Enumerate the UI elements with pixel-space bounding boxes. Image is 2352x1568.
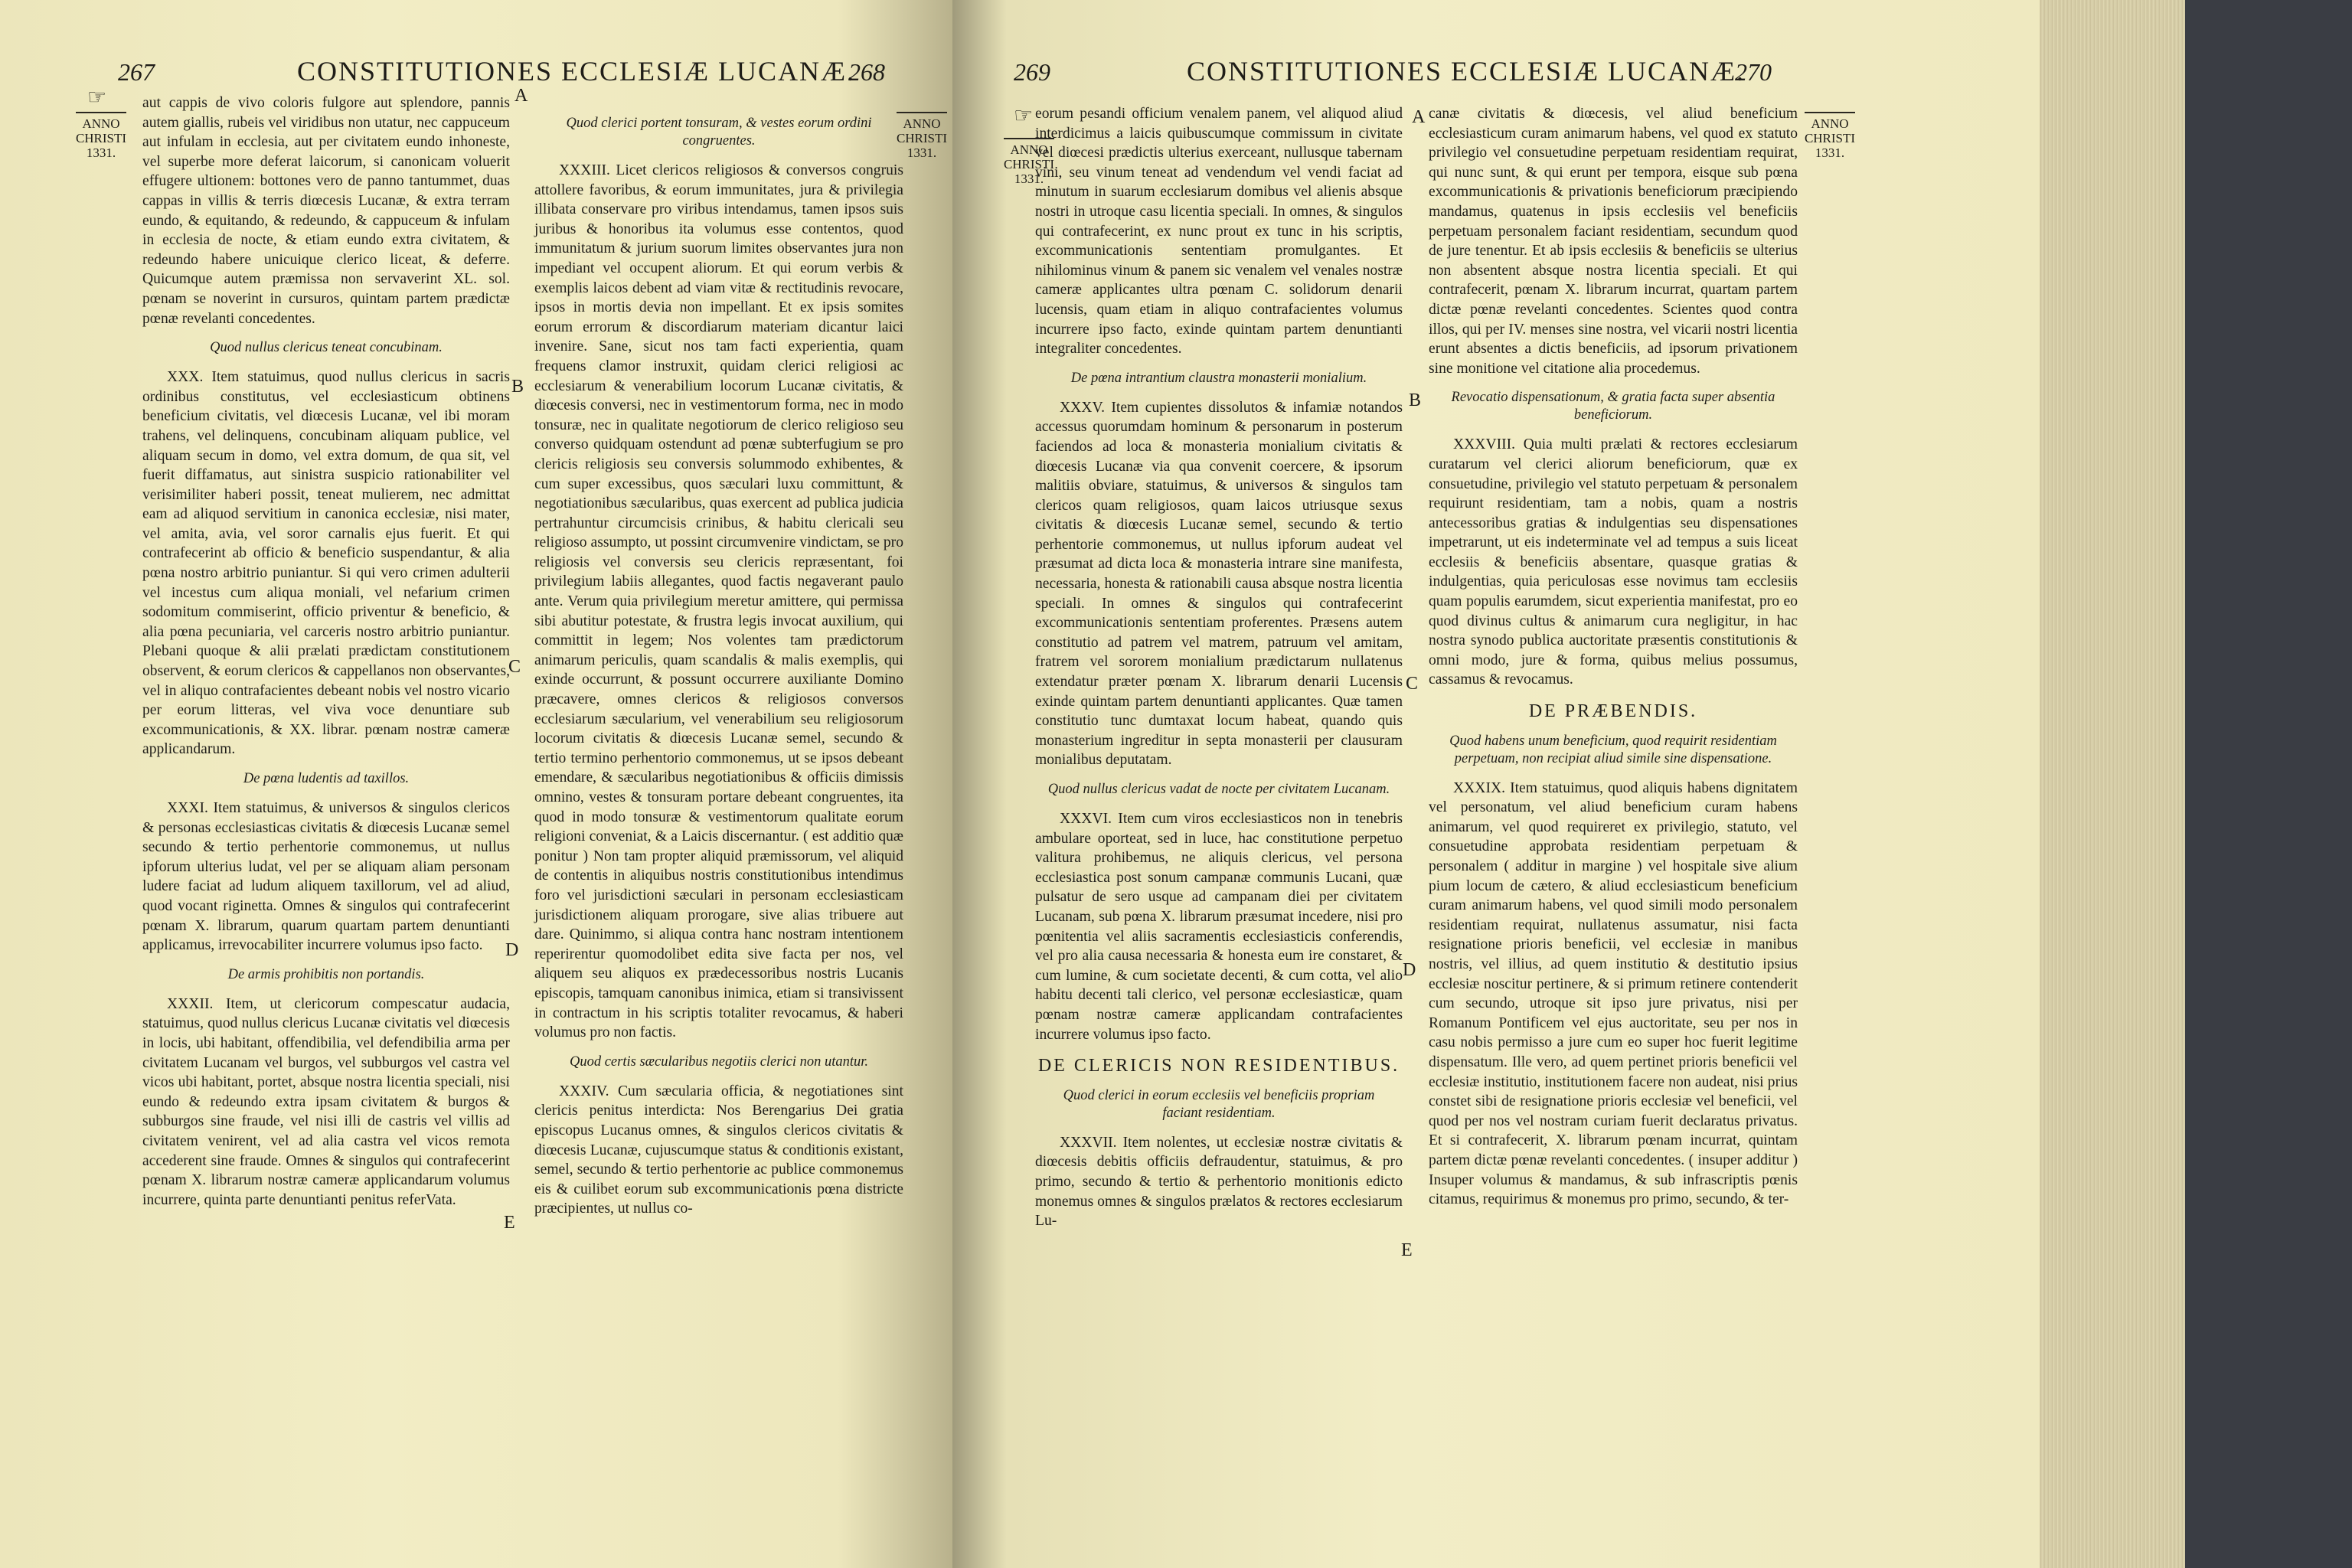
margin-dash <box>897 112 947 113</box>
manicule-icon: ☞ <box>1014 103 1034 128</box>
margin-year: 1331. <box>86 145 116 160</box>
section-subtitle: Quod nullus clericus vadat de nocte per civitatem Lucanam. <box>1047 782 1390 797</box>
section-letter-d: D <box>1403 960 1416 980</box>
page-number-268: 268 <box>848 58 885 86</box>
margin-dash <box>76 112 126 113</box>
section-letter-b: B <box>1409 390 1422 410</box>
paragraph: XXXIX. Item statuimus, quod aliquis habens dignitatem vel personatum, vel aliud beneficium curam habens animarum, vel quod requireret ex privilegio, statuto, vel consuetudine approbata residentiam perpetuam & personalem ( additur in margine ) vel hospitale sive alium pium locum de cætero, & aliud ecclesiasticum beneficium curam animarum habens, vel quod simili modo personalem residentiam requirat, nullatenus assumatur, nisi facta resignatione prioris beneficii, vel ecclesiæ in manibus nostris, vel illius, ad quem institutio & destitutio ipsius ecclesiæ noscitur pertinere, & si primum retinere contenderit cum secundo, utroque sit ipso jure privatus, nisi per Romanum Pontificem vel ejus auctoritate, seu per nos in casu nobis permisso a jure cum eo super hoc fuerit legitime dispensatum. Ille vero, ad quem pertinet prioris beneficii vel ecclesiæ institutio, institutionem facere non audeat, nisi prius constet sibi de resignatione prioris ecclesiæ vel beneficii, vel quod per nos vel nostram curiam fuerit declaratus privatus. Et si contrafecerit, X. librarum pœnam incurrat, quintam partem dictæ pœnæ revelanti concedentes. ( insuper additur ) Insuper volumus & mandamus, & sub infrascriptis pœnis citamus, requirimus & monemus pro primo, secundo, & ter- <box>1429 779 1798 1208</box>
section-letter-e: E <box>504 1213 515 1233</box>
page-number-267: 267 <box>118 58 155 86</box>
section-heading: DE CLERICIS NON RESIDENTIBUS. <box>1037 1056 1400 1076</box>
section-subtitle: Quod clerici portent tonsuram, & vestes eorum ordini congruentes. <box>566 116 872 149</box>
margin-year: 1331. <box>1014 172 1044 186</box>
page-edges <box>2040 0 2185 1568</box>
page-number-269: 269 <box>1014 58 1050 86</box>
margin-year-right <box>1802 112 1857 160</box>
paragraph: aut cappis de vivo coloris fulgore aut splendore, pannis autem giallis, rubeis vel viridibus non utatur, nec cappuceum aut infulam in ecclesia, aut per civitatem eundo inhoneste, vel superbe more deferat laicorum, si canonicam voluerit effugere ultionem: bottones vero de panno tantummet, duas cappas in villis & terris diœcesis Lucanæ, & extra terram eundo, & equitando, & redeundo, & cappuceum & infulam in ecclesia de nocte, & etiam eundo extra civitatem, & redeundo habere unicuique clerico liceat, & deferre. Quicumque autem præmissa non servaverint XL. sol. pœnam se noverint in cursuros, quintam partem prædictæ pœnæ revelanti concedentes. <box>142 95 510 327</box>
paragraph: XXXII. Item, ut clericorum compescatur audacia, statuimus, quod nullus clericus Lucanæ civitatis vel diœcesis in locis, ubi habitant, offendibilia, vel defendibilia arma per civitatem Lucanam vel burgos, vel subburgos vel castra vel vicos ubi habitant, portet, absque nostra licentia speciali, nisi eundo & redeundo extra ipsam civitatem & burgos & subburgos sine fraude, vel nisi illi de castris vel villis ad civitatem venirent, vel ad alia castra vel vicos remota accederent sine fraude. Omnes & singulos qui contrafecerint pœnam X. librarum nostræ cameræ applicandarum volumus incurrere, quinta parte denuntianti penitus referVata. <box>142 995 510 1208</box>
paragraph: XXXI. Item statuimus, & universos & singulos clericos & personas ecclesiasticas civitatis & diœcesis Lucanæ semel secundo & tertio perhentorie commonemus, ut nullus ipforum ulterius ludat, vel per se aliquam aliam personam ludere faciat ad ludum aliquem taxillorum, vel ad aliud, quod vocant riginetta. Omnes & singulos qui contrafecerint pœnam X. librarum, quarum quartam partem denuntianti applicamus, irrevocabiliter incurrere volumus ipso facto. <box>142 800 510 954</box>
page-number-270: 270 <box>1735 58 1772 86</box>
paragraph: XXXIV. Cum sæcularia officia, & negotiationes sint clericis penitus interdicta: Nos Berengarius Dei gratia episcopus Lucanus omnes, & singulos clericos civitatis & diœcesis Lucanæ, cujuscumque status & conditionis existant, semel, secundo & tertio perhentorie ac publice commonemus eis & cuilibet eorum sub excommunicationis pœna districte præcipientes, ut nullus co- <box>534 1083 903 1217</box>
section-letter-c: C <box>508 657 521 677</box>
paragraph: XXXIII. Licet clericos religiosos & conversos congruis attollere favoribus, & eorum immunitates, jura & privilegia illibata conservare pro viribus intendamus, tamen ipsos suis juribus & honoribus ita volumus esse contentos, quod immunitatum & jurium suorum limites observantes jura non impediant vel occupent aliorum. Et qui eorum verbis & exemplis laicos debent ad viam vitæ & rectitudinis revocare, ipsos in mortis devia non impellant. Et ex ipsis somites eorum errorum & discordiarum materiam dicantur laici invenire. Sane, sicut nos tam facti experientia, quam frequens clamor instruxit, quidam clerici religiosi ac ecclesiarum & venerabilium locorum Lucanæ civitatis, & diœcesis conversi, nec in vestimentorum forma, nec in modo tonsuræ, nec in qualitate negotiorum de clerico religioso seu converso quidquam ostendunt ad pœnæ subterfugium se pro clericis religiosis seu conversis solummodo exhibentes, & cum super excessibus, quos sæculari luxu committunt, & negotiationibus sæcularibus, quas exercent ad publica judicia pertrahuntur circumcisis crinibus, & habitu clericali seu religioso assumpto, ut possint circumvenire vindictam, se pro religiosis vel conversis seu clericis repræsentant, foi privilegium labiis allegantes, quod factis negaverant paulo ante. Verum quia privilegium meretur amittere, qui permissa sibi abutitur potestate, & frustra legis invocat auxilium, qui committit in legem; Nos volentes tam prædictorum animarum periculis, quam scandalis & malis exemplis, qui exinde occurrunt, & possunt occurrere auxiliante Domino præcavere, omnes clericos & religiosos conversos ecclesiarum sæcularium, vel venerabilium seu religiosorum locorum civitatis & diœcesis Lucanæ semel, secundo & tertio termino perhentorio commonemus, ut se ipsos debeant emendare, & sæcularibus negotiationibus & officiis dimissis omnino, vestes & tonsuram portare debeant congruentes, ita quod in modo tonsuræ & vestimentorum qualitate eorum religioni conveniat, & a Laicis discernantur. ( est additio quæ ponitur ) Non tam propter aliquid præmissorum, vel aliquid de contentis in aliquibus nostris constitutionibus intendimus foro vel jurisdictioni sæculari in personam ecclesiasticam jurisdictionem aliquam prorogare, sive alias tribuere aut dare. Quinimmo, si aliqua contra hanc nostram intentionem reperirentur quomodolibet edita sive facta per nos, vel aliquem seu aliquos ex prædecessoribus nostris Lucanis episcopis, tamquam canonibus inimica, etiam si transivissent in contractum in his scriptis totaliter revocamus, & haberi volumus pro non factis. <box>534 162 903 1041</box>
left-page-column-1 <box>142 93 510 1214</box>
margin-anno: ANNO <box>903 116 941 131</box>
paragraph: eorum pesandi officium venalem panem, vel aliquod aliud interdicimus a laicis quibuscumque commissum in civitate vel diœcesi prædictis ulterius exerceant, nullusque tabernam vini, seu vinum teneat ad vendendum vel vendi faciat ad minutum in suarum ecclesiarum domibus vel alienis absque nostri in utroque casu licentia speciali. In omnes, & singulos qui contrafecerint, ex nunc prout ex tunc in his scriptis, excommunicationis sententiam promulgantes. Et nihilominus vinum & panem sic venalem vel venales nostræ cameræ applicantes ultra pœnam C. solidorum denarii lucensis, quam etiam in aliquo contrafacientes volumus incurrere ipso facto, exinde quintam partem denuntianti integraliter concedentes. <box>1035 106 1403 358</box>
section-heading: DE PRÆBENDIS. <box>1528 701 1698 722</box>
margin-anno: ANNO <box>1811 116 1849 131</box>
section-subtitle: De pœna ludentis ad taxillos. <box>243 771 410 786</box>
section-subtitle: Quod nullus clericus teneat concubinam. <box>210 340 443 356</box>
margin-anno: ANNO <box>1010 142 1048 157</box>
running-head-left: CONSTITUTIONES ECCLESIÆ LUCANÆ. <box>297 56 856 87</box>
paragraph: XXX. Item statuimus, quod nullus clericus in sacris ordinibus constitutus, vel ecclesiasticum obtinens beneficium civitatis, vel diœcesis Lucanæ, vel ibi moram trahens, vel delinquens, concubinam aliquam publice, vel aliquam secum in domo, vel extra domum, de qua sit, vel fuerit diffamatus, aut sinistra suspicio rationabiliter vel verisimiliter haberi possit, teneat mulierem, nec admittat eam ad aliquod servitium in canonica ecclesiæ, nisi mater, vel amita, avia, vel soror carnalis ejus fuerit. Et qui contrafecerint ab officio & beneficio suspendantur, & alia pœna nostro arbitrio puniantur. Si qui vero crimen adulterii vel incestus cum aliqua moniali, vel nefarium crimen sodomitum commiserint, officio priventur & beneficio, & alia pœna pecuniaria, vel carceris nostro arbitrio puniantur. Plebani quoque & alii prælati prædictam constitutionem observent, & eorum clericos & cappellanos non observantes, vel in aliquo contrafacientes debeant nobis vel nostro vicario per eorum litteras, vel viva voce denuntiare sub excommunicationis, & XX. librar. pœnam nostræ cameræ applicandarum. <box>142 369 510 758</box>
book-cover <box>2185 0 2352 1568</box>
section-subtitle: Quod certis sæcularibus negotiis clerici non utantur. <box>569 1054 869 1070</box>
section-subtitle: Quod habens unum beneficium, quod requirit residentiam perpetuam, non recipiat aliud simile sine dispensatione. <box>1449 733 1777 766</box>
paragraph: XXXVII. Item nolentes, ut ecclesiæ nostræ civitatis & diœcesis debitis officiis defraudentur, statuimus, & pro primo, secundo & tertio & perhentorio monitionis edicto monemus omnes & singulos prælatos & rectores ecclesiarum Lu- <box>1035 1134 1403 1230</box>
right-page <box>952 0 2040 1568</box>
section-subtitle: Revocatio dispensationum, & gratia facta super absentia beneficiorum. <box>1451 390 1775 423</box>
section-letter-b: B <box>511 377 524 397</box>
paragraph: XXXVI. Item cum viros ecclesiasticos non in tenebris ambulare oporteat, sed in luce, hac constitutione perpetuo valitura prohibemus, ne aliquis clericus, vel persona ecclesiastica post sonum campanæ communis Lucani, quæ pulsatur de sero usque ad campanam diei per civitatem Lucanam, sub pœna X. librarum præsumat incedere, nisi pro pœnitentia vel aliis sacramentis ecclesiasticis conferendis, vel pro alia causa necessaria & honesta eum ire constaret, & cum lumine, & cum societate decenti, & cum cotta, vel alio habitu decenti tali clerico, vel personæ ecclesiasticæ, quam pœnam nostræ cameræ applicandam contrafacientes incurrere volumus ipso facto. <box>1035 811 1403 1043</box>
section-letter-e: E <box>1401 1240 1413 1260</box>
manicule-icon: ☞ <box>87 84 107 109</box>
margin-year-left <box>74 112 129 160</box>
section-subtitle: De armis prohibitis non portandis. <box>227 966 425 982</box>
margin-christi: CHRISTI <box>1003 157 1055 172</box>
margin-christi: CHRISTI <box>896 131 948 145</box>
section-letter-d: D <box>505 940 519 960</box>
section-letter-c: C <box>1406 674 1419 694</box>
paragraph: canæ civitatis & diœcesis, vel aliud beneficium ecclesiasticum curam animarum habens, vel quod ex statuto privilegio vel consuetudine perpetuam residentiam requirat, qui nunc sunt, & qui erunt per tempora, eisque sub pœna excommunicationis & privationis beneficiorum præcipiendo mandamus, quatenus in ipsis ecclesiis vel beneficiis perpetuam personalem faciant residentiam, secundum quod de jure tenentur. Et ab ipsis ecclesiis & beneficiis se ulterius non absentent absque nostra licentia speciali. Et qui contrafecerit, pœnam X. librarum incurrat, quartam partem dictæ pœnæ revelanti concedentes. Scientes quod contra illos, qui per IV. menses sine nostra, vel vicarii nostri licentia erunt absentes a dictis beneficiis, ad ipsorum privationem sine monitione vel citatione alia procedemus. <box>1429 106 1798 377</box>
right-page-column-2 <box>1429 104 1798 1214</box>
left-page-column-2 <box>534 104 903 1223</box>
margin-dash <box>1805 112 1855 113</box>
section-letter-a: A <box>1412 107 1426 127</box>
margin-christi: CHRISTI <box>75 131 127 145</box>
paragraph: XXXVIII. Quia multi prælati & rectores ecclesiarum curatarum vel clerici aliorum beneficiorum, quæ ex consuetudine, privilegio vel statuto perpetuam & personalem requirunt residentiam, tam a nobis, quam a nostris antecessoribus gratias & indulgentias seu dispensationes impetrarunt, ut eis indeterminate vel ad tempus a suis liceat ecclesiis & beneficiis absentare, quasque gratias & indulgentias, quia periculosas esse novimus tam ecclesiis quam populis earumdem, sicut experientia manifestat, pro eo quod divinus cultus & animarum cura negligitur, in hac nostra synodo publica auctoritate præsentis constitutionis & omni modo, jure & forma, quibus melius possumus, cassamus & revocamus. <box>1429 436 1798 688</box>
left-page <box>0 0 952 1568</box>
section-letter-a: A <box>514 86 528 106</box>
paragraph: XXXV. Item cupientes dissolutos & infamiæ notandos accessus quorumdam hominum & personarum in posterum faciendos ad loca & monasteria monialium civitatis & diœcesis Lucanæ via qua convenit coercere, & ipsorum malitiis obviare, statuimus, & universos & singulos tam clericos quam religiosos, quam laicos utriusque sexus civitatis & diœcesis Lucanæ semel, secundo & tertio perhentorie commonemus, ut nullus ipforum audeat vel præsumat ad dicta loca & monasteria intrare sine manifesta, necessaria, honesta & rationabili causa absque nostra licentia speciali. In omnes & singulos qui contrafecerint excommunicationis sententiam proferentes. Præsens autem constitutio ad patrem vel matrem, patruum vel amitam, fratrem vel sororem monialium prædictarum nullatenus extendatur præter pœnam X. librarum denarii Lucensis exinde quintam partem denuntianti applicantes. Quæ tamen constitutio tunc dumtaxat locum habeat, quando quis monasterium ingreditur in septa monasterii per clausuram monialibus deputatam. <box>1035 399 1403 769</box>
margin-year: 1331. <box>906 145 937 160</box>
right-page-column-1 <box>1035 104 1403 1236</box>
section-subtitle: De pœna intrantium claustra monasterii monialium. <box>1070 370 1367 386</box>
margin-christi: CHRISTI <box>1804 131 1856 145</box>
section-subtitle: Quod clerici in eorum ecclesiis vel beneficiis propriam faciant residentiam. <box>1063 1087 1375 1121</box>
margin-year: 1331. <box>1815 145 1845 160</box>
margin-anno: ANNO <box>82 116 120 131</box>
running-head-right: CONSTITUTIONES ECCLESIÆ LUCANÆ. <box>1187 56 1746 87</box>
